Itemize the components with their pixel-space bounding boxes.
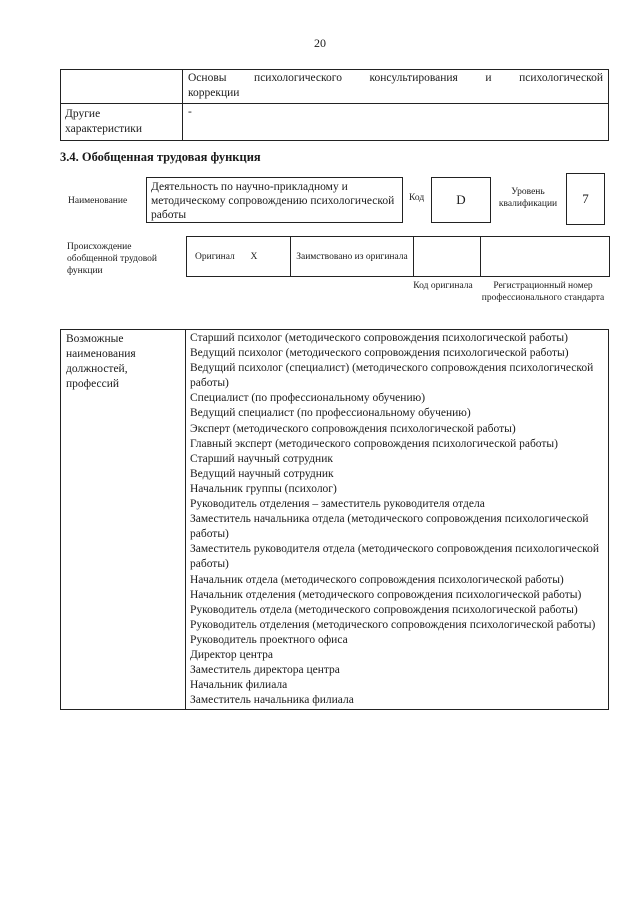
row-value-line: Основы психологического консультирования и психологической bbox=[188, 72, 603, 84]
original-label: Оригинал bbox=[187, 237, 251, 277]
origin-table bbox=[186, 236, 610, 277]
name-label: Наименование bbox=[68, 196, 128, 206]
list-item: Руководитель проектного офиса bbox=[190, 633, 348, 646]
list-item: Ведущий психолог (специалист) (методического сопровождения психологической работы) bbox=[190, 362, 594, 390]
list-item: Старший психолог (методического сопровождения психологической работы) bbox=[190, 332, 568, 344]
original-mark: X bbox=[251, 237, 291, 277]
continuation-table bbox=[60, 69, 609, 141]
list-item: Ведущий научный сотрудник bbox=[190, 467, 334, 480]
list-item: Начальник группы (психолог) bbox=[190, 482, 337, 495]
row-value bbox=[183, 70, 609, 104]
section-title: 3.4. Обобщенная трудовая функция bbox=[60, 150, 261, 164]
borrowed-label: Заимствовано из оригинала bbox=[291, 237, 414, 277]
level-label: Уровень квалификации bbox=[498, 187, 558, 209]
list-item: Заместитель руководителя отдела (методического сопровождения психологической работы) bbox=[190, 543, 600, 571]
list-item: Руководитель отдела (методического сопровождения психологической работы) bbox=[190, 603, 578, 616]
row-label bbox=[61, 70, 183, 104]
origin-label: Происхождение обобщенной трудовой функции bbox=[67, 242, 157, 276]
list-item: Специалист (по профессиональному обучению) bbox=[190, 392, 426, 405]
list-item: Ведущий специалист (по профессиональному обучению) bbox=[190, 407, 471, 420]
list-item: Эксперт (методического сопровождения психологической работы) bbox=[190, 422, 516, 435]
list-item: Ведущий психолог (методического сопровождения психологической работы) bbox=[190, 347, 569, 360]
table-row bbox=[61, 70, 609, 104]
row-value: - bbox=[183, 104, 609, 141]
positions-label: Возможные наименования должностей, профессий bbox=[61, 330, 186, 710]
reg-number-cell bbox=[481, 237, 610, 277]
list-item: Заместитель директора центра bbox=[190, 664, 340, 677]
list-item: Начальник отделения (методического сопровождения психологической работы) bbox=[190, 588, 582, 601]
list-item: Начальник филиала bbox=[190, 679, 288, 692]
page-number: 20 bbox=[314, 36, 326, 50]
positions-list bbox=[186, 330, 609, 710]
qualification-level: 7 bbox=[566, 173, 605, 225]
list-item: Старший научный сотрудник bbox=[190, 452, 333, 465]
reg-caption: Регистрационный номер профессионального стандарта bbox=[481, 281, 605, 303]
code-label: Код bbox=[409, 193, 425, 203]
table-row bbox=[61, 330, 609, 710]
list-item: Главный эксперт (методического сопровождения психологической работы) bbox=[190, 437, 558, 450]
positions-table bbox=[60, 329, 609, 710]
list-item: Руководитель отделения (методического сопровождения психологической работы) bbox=[190, 618, 596, 631]
table-row bbox=[187, 237, 610, 277]
list-item: Начальник отдела (методического сопровождения психологической работы) bbox=[190, 573, 564, 586]
function-code: D bbox=[431, 177, 491, 223]
list-item: Заместитель начальника филиала bbox=[190, 694, 354, 707]
table-row bbox=[61, 104, 609, 141]
code-caption: Код оригинала bbox=[413, 281, 473, 291]
list-item: Руководитель отделения – заместитель руководителя отдела bbox=[190, 498, 485, 511]
row-label: Другие характеристики bbox=[61, 104, 183, 141]
original-code-cell bbox=[414, 237, 481, 277]
row-value-line: коррекции bbox=[188, 87, 240, 99]
function-name: Деятельность по научно-прикладному и методическому сопровождению психологической работы bbox=[146, 177, 403, 223]
list-item: Директор центра bbox=[190, 648, 273, 661]
list-item: Заместитель начальника отдела (методического сопровождения психологической работы) bbox=[190, 513, 589, 541]
